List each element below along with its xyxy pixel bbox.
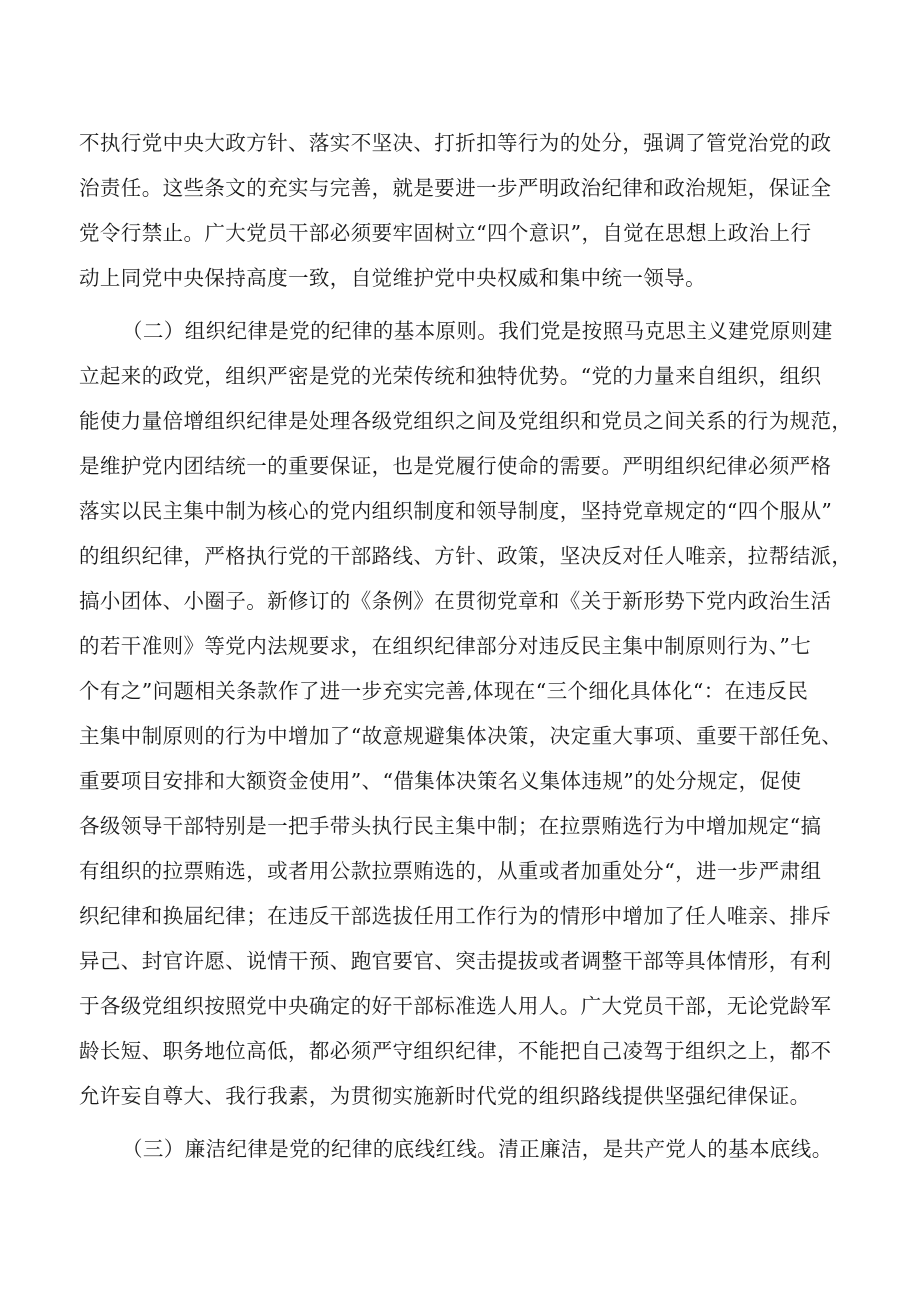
text-line: 的若干准则》等党内法规要求，在组织纪律部分对违反民主集中制原则行为、”七: [79, 634, 812, 658]
text-line: 主集中制原则的行为中增加了“故意规避集体决策，决定重大事项、重要干部任免、: [79, 724, 843, 748]
text-line: 有组织的拉票贿选，或者用公款拉票贿选的，从重或者加重处分“，进一步严肃组: [79, 859, 822, 883]
text-line: 织纪律和换届纪律；在违反干部选拔任用工作行为的情形中增加了任人唯亲、排斥: [79, 904, 832, 928]
text-line: 搞小团体、小圈子。新修订的《条例》在贯彻党章和《关于新形势下党内政治生活: [79, 589, 832, 613]
text-line: 不执行党中央大政方针、落实不坚决、打折扣等行为的处分，强调了管党治党的政: [79, 131, 832, 155]
text-line: 异己、封官许愿、说情干预、跑官要官、突击提拔或者调整干部等具体情形，有利: [79, 949, 832, 973]
text-line: 能使力量倍增组织纪律是处理各级党组织之间及党组织和党员之间关系的行为规范，: [79, 409, 853, 433]
text-line: 党令行禁止。广大党员干部必须要牢固树立“四个意识”，自觉在思想上政治上行: [79, 221, 812, 245]
text-line: （二）组织纪律是党的纪律的基本原则。我们党是按照马克思主义建党原则建: [122, 319, 833, 343]
text-line: 落实以民主集中制为核心的党内组织制度和领导制度，坚持党章规定的“四个服从”: [79, 499, 833, 523]
text-line: （三）廉洁纪律是党的纪律的底线红线。清正廉洁，是共产党人的基本底线。: [122, 1137, 833, 1161]
text-line: 的组织纪律，严格执行党的干部路线、方针、政策，坚决反对任人唯亲，拉帮结派，: [79, 544, 853, 568]
text-line: 立起来的政党，组织严密是党的光荣传统和独特优势。“党的力量来自组织，组织: [79, 364, 822, 388]
text-line: 是维护党内团结统一的重要保证，也是党履行使命的需要。严明组织纪律必须严格: [79, 454, 832, 478]
text-line: 允许妄自尊大、我行我素，为贯彻实施新时代党的组织路线提供坚强纪律保证。: [79, 1084, 811, 1108]
text-line: 治责任。这些条文的充实与完善，就是要进一步严明政治纪律和政治规矩，保证全: [79, 176, 832, 200]
text-line: 个有之”问题相关条款作了进一步充实完善,体现在“三个细化具体化“：在违反民: [79, 679, 809, 703]
text-line: 于各级党组织按照党中央确定的好干部标准选人用人。广大党员干部，无论党龄军: [79, 994, 832, 1018]
text-line: 动上同党中央保持高度一致，自觉维护党中央权威和集中统一领导。: [79, 266, 706, 290]
text-line: 各级领导干部特别是一把手带头执行民主集中制；在拉票贿选行为中增加规定“搞: [79, 814, 822, 838]
text-line: 龄长短、职务地位高低，都必须严守组织纪律，不能把自己凌驾于组织之上，都不: [79, 1039, 832, 1063]
text-line: 重要项目安排和大额资金使用”、“借集体决策名义集体违规”的处分规定，促使: [79, 769, 802, 793]
